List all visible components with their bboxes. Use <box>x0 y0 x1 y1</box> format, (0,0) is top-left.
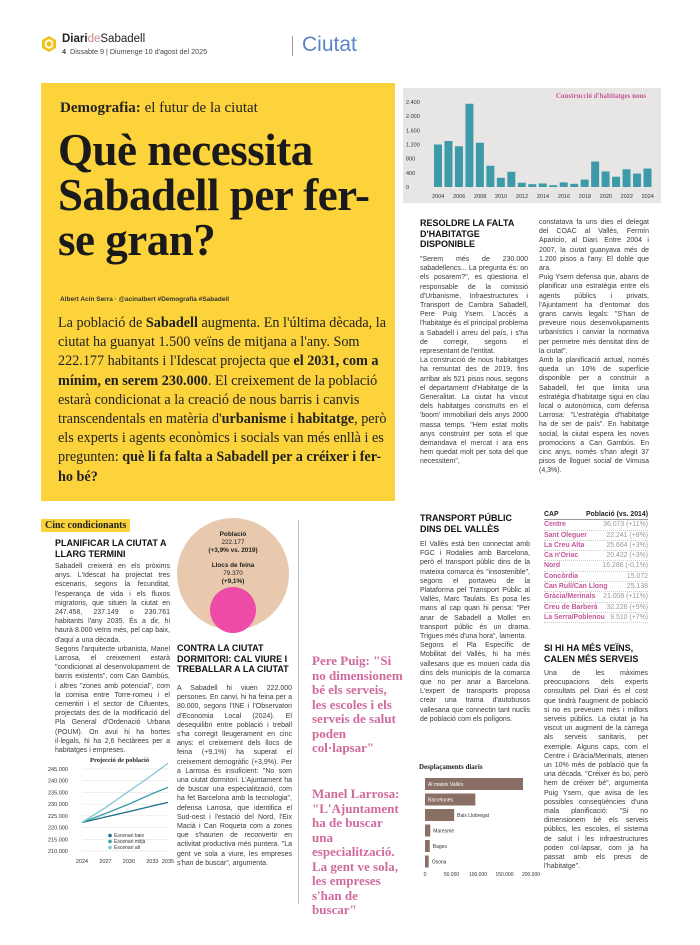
newspaper-logo-icon <box>42 36 56 52</box>
housing-bar <box>465 104 473 187</box>
housing-heading: RESOLDRE LA FALTA D'HABITATGE DISPONIBLE <box>420 218 514 249</box>
cap-name: Concòrdia <box>544 572 579 580</box>
housing-chart-title: Construcció d'habitatges nous <box>555 92 647 100</box>
y-tick-label: 225.000 <box>48 813 68 820</box>
x-tick-label: 2014 <box>536 194 550 200</box>
commute-bar-label: Maresme <box>433 828 455 835</box>
x-tick-label: 2024 <box>75 859 89 865</box>
x-tick-label: 200.000 <box>521 872 541 878</box>
commute-bar <box>425 840 430 852</box>
cap-header-col2: Població (vs. 2014) <box>585 511 648 518</box>
cap-population: 20.422 (+3%) <box>606 552 648 560</box>
cap-name: Sant Oleguer <box>544 531 587 539</box>
lead-paragraph <box>58 314 388 487</box>
y-tick-label: 220.000 <box>48 825 68 832</box>
y-tick-label: 245.000 <box>48 767 68 773</box>
housing-bar <box>612 177 620 187</box>
legend-swatch <box>108 840 112 844</box>
housing-bar <box>623 169 631 187</box>
cap-table-row <box>544 572 648 582</box>
x-tick-label: 2004 <box>432 194 445 200</box>
commute-bar-label: Al mateix Vallès <box>428 782 464 788</box>
housing-bar <box>455 146 463 187</box>
housing-bar <box>434 145 442 188</box>
commute-chart-svg <box>419 762 541 898</box>
y-tick-label: 2.000 <box>406 114 420 121</box>
transport-body: El Vallès està ben connectat amb FGC i Rodalies amb Barcelona, però el transport públic dins de la mateixa comarca és "insostenible", segons el portaveu de la Plataforma pel Transport Públic al Vallès, Marc Taulats. Es posa les mans al cap quan hi pensa: "Per anar de Sabadell a Mollet en transport públic és un drama. Trigues més d'una hora", lamenta. Segons el Pla Específic de Mobilitat del Vallès, hi ha més vallesans que es mouen cada dia dins dels municipis de la comarca que no per anar a Barcelona. L'expert de transports proposa crear una trama d'autobusos vallesana que connectin tant nuclis de població com els polígons. <box>420 541 530 723</box>
y-tick-label: 0 <box>406 185 410 191</box>
population-label: Població <box>219 531 247 538</box>
projection-chart-svg <box>48 755 175 867</box>
x-tick-label: 2006 <box>453 194 466 200</box>
cap-name: Ca n'Oriac <box>544 552 579 560</box>
legend-label: Escenari alt <box>114 845 141 851</box>
cap-table-body <box>544 520 648 623</box>
cap-table-row <box>544 561 648 571</box>
y-tick-label: 210.000 <box>48 849 68 855</box>
population-value: 222.177 <box>221 539 245 546</box>
jobs-label: Llocs de feina <box>211 562 255 569</box>
housing-bar <box>570 184 578 187</box>
y-tick-label: 400 <box>406 170 416 177</box>
masthead-dateline <box>62 47 207 56</box>
legend-swatch <box>108 834 112 838</box>
housing-body-2: constatava fa uns dies el delegat del COAC al Vallès, Fermín Aparicio, al Diari. Entre 2004 i 2007, la ciutat guanyava més de 1.200 pisos a l'any. El doble que ara. Puig Ysern defensa que, abans de planificar una estratègia entre els agents públics i privats, l'Ajuntament ha d'entomar dos grans canvis legals: "S'han de preveure nous desenvolupaments urbanístics i canviar la normativa per permetre més densitat dins de la ciutat". Amb la planificació actual, només queda un 10% de superfície disponible per a construir a Sabadell, fet que limita una estratègia d'habitatge sigui en clau local o autonòmica, com defensa Larrosa: "L'estratègia d'habitatge ha de ser de país". En habitatge social, la ciutat espera les noves promocions a Can Gambús. En cinc anys, només s'han afegit 37 pisos de lloguer social de Vimusa (4,3%). <box>539 219 649 475</box>
cap-population: 21.008 (+11%) <box>603 593 648 601</box>
cap-table <box>544 510 648 623</box>
jobs-change: (+9,1%) <box>221 578 245 585</box>
lead-bold: el 2031, com a mínim, en serem 230.000 <box>58 353 379 389</box>
y-tick-label: 800 <box>406 156 416 163</box>
brand-city: Sabadell <box>100 33 146 45</box>
feature-kicker <box>60 100 258 117</box>
y-tick-label: 215.000 <box>48 837 68 844</box>
lead-text: . El creixement de la població estarà condicionat a la creació de nous barris i canvis transcendentals en matèria d' <box>58 372 378 428</box>
housing-bar <box>602 171 610 187</box>
pull-quote-larrosa: Manel Larrosa: "L'Ajuntament ha de buscar una especialització. La gent ve sola, les empreses s'han de buscar" <box>312 786 400 917</box>
lead-text: augmenta. En l'última dècada, la ciutat ha guanyat 1.500 veïns de mitjana a l'any. Som 222.177 habitants i l'Idescat projecta que <box>58 315 387 370</box>
commute-bar-label: Barcelonès <box>428 797 454 804</box>
x-tick-label: 2010 <box>494 194 508 200</box>
housing-bar <box>560 182 568 187</box>
brand-de: de <box>87 33 101 45</box>
population-change: (+3,9% vs. 2019) <box>208 547 258 554</box>
kicker-bold: Demografia: <box>60 100 141 116</box>
commute-bar <box>425 825 430 837</box>
lead-bold: urbanisme <box>221 411 287 428</box>
housing-bar <box>476 143 484 187</box>
column-divider <box>298 520 299 904</box>
cap-table-row <box>544 541 648 551</box>
x-tick-label: 2035 <box>161 859 175 865</box>
projection-chart-title: Projecció de població <box>90 757 150 764</box>
x-tick-label: 2027 <box>99 859 112 865</box>
commute-bar <box>425 856 429 868</box>
cap-population: 9.510 (+7%) <box>610 613 648 621</box>
x-tick-label: 2008 <box>474 194 487 200</box>
cap-population: 16.286 (-0,1%) <box>602 562 648 570</box>
cap-name: La Serra/Poblenou <box>544 613 605 621</box>
cap-name: La Creu Alta <box>544 541 585 549</box>
masthead-divider <box>292 36 293 56</box>
cap-name: Nord <box>544 562 561 570</box>
lead-text: , però els experts i agents econòmics i socials van més enllà i es pregunten: <box>58 411 387 466</box>
housing-bar <box>528 184 536 187</box>
y-tick-label: 1.200 <box>406 142 420 149</box>
cap-header-col1: CAP <box>544 511 559 518</box>
x-tick-label: 2030 <box>122 859 136 865</box>
byline: Albert Acín Serra · @acinalbert #Demografia #Sabadell <box>60 296 230 303</box>
cap-table-row <box>544 613 648 623</box>
cap-name: Gràcia/Merinals <box>544 593 596 601</box>
housing-bar <box>591 162 599 188</box>
x-tick-label: 150.000 <box>495 872 514 878</box>
y-tick-label: 240.000 <box>48 778 68 785</box>
services-body: Una de les màximes preocupacions dels experts consultats pel Diari és el cost que tindrà l'augment de població si no es preveuen més i millors serveis públics. La ciutat ja ha viscut un augment de la càrrega als serveis sanitaris, per exemple. Alguns caps, com el Centre i Gràcia/Merinals, atenen un 10% més de població que fa una dècada. "Créixer és bo, però hem de créixer bé", argumenta Puig Ysern, que avisa de les possibles conseqüències d'una mala planificació: "Si no dimensionem bé els serveis públics, les escoles, el sistema de salut i les infraestructures poden col·lapsar, com ja ha passat amb els preus de l'habitatge". <box>544 670 648 871</box>
commute-bar-label: Osona <box>431 859 447 866</box>
services-heading: SI HI HA MÉS VEÏNS, CALEN MÉS SERVEIS <box>544 643 639 664</box>
y-tick-label: 235.000 <box>48 790 68 797</box>
cap-name: Centre <box>544 521 566 529</box>
lead-text: i <box>286 411 298 428</box>
lead-bold: habitatge <box>297 411 355 428</box>
x-tick-label: 2033 <box>146 859 159 865</box>
projection-chart <box>48 755 175 865</box>
commute-bar-label: Bages <box>432 844 447 850</box>
legend-swatch <box>108 846 112 850</box>
y-tick-label: 1.600 <box>406 128 420 135</box>
cap-table-row <box>544 582 648 592</box>
jobs-value: 79.370 <box>223 570 243 577</box>
x-tick-label: 2020 <box>599 194 612 200</box>
dormitory-heading: CONTRA LA CIUTAT DORMITORI: CAL VIURE I TREBALLAR A LA CIUTAT <box>177 643 289 674</box>
housing-bar <box>507 172 515 187</box>
lead-bold: Sabadell <box>145 315 198 331</box>
cap-population: 22.241 (+8%) <box>606 531 648 539</box>
planning-heading: PLANIFICAR LA CIUTAT A LLARG TERMINI <box>55 538 167 559</box>
x-tick-label: 50.000 <box>443 872 460 878</box>
x-tick-label: 2024 <box>641 194 654 200</box>
cap-population: 25.664 (+3%) <box>606 541 648 549</box>
lead-bold: què li fa falta a Sabadell per a créixer i fer-ho bé? <box>58 449 382 485</box>
housing-bar <box>539 183 547 187</box>
x-tick-label: 0 <box>423 872 427 878</box>
cap-population: 25.138 <box>626 583 648 591</box>
housing-bar <box>644 169 652 187</box>
housing-bar <box>581 180 589 187</box>
commute-chart <box>419 762 541 898</box>
housing-body-1: "Serem més de 230.000 sabadellencs... La pregunta és: on els posarem?", es qüestiona el responsable de la comissió d'Urbanisme, Infraestructures i Transport de Cambra Sabadell, Pere Puig Ysern. L'accés a l'habitatge és el principal problema a Sabadell i arreu del país, i s'ha de corregir, segons el representant de l'entitat. La construcció de nous habitatges ha remuntat des de 2019, fins arribar als 521 pisos nous, segons el departament d'Habitatge de la Generalitat. La ciutat ha viscut dels habitatges construïts en el 'boom' immobiliari dels anys 2000 massa temps. "Hem estat molts anys construint per sota el que demandava el mercat i ara ens hem quedat molt per sota del que necessitem", <box>420 256 528 466</box>
cap-population: 15.072 <box>626 572 648 580</box>
x-tick-label: 2012 <box>515 194 529 200</box>
planning-body: Sabadell creixerà en els pròxims anys. L'Idescat ha projectat tres escenaris, segons la fecunditat, l'esperança de vida i els fluxos migratoris, que situen la ciutat en 247.458, 237.149 o 230.761 habitants l'any 2035. És a dir, hi haurà 8.000 veïns més, pel cap baix, d'aquí a una dècada. Segons l'arquitecte urbanista, Manel Larrosa, el creixement estarà "condicionat al desenvolupament de barris existents", com Can Gambús, i altres "zones amb potencial", com la cornisa entre Torre-romeu i el cementiri i el sector de Cifuentes, projectats des de la modificació del Pla General d'Ordenació Urbana (POUM). On avui hi ha hortes il·legals, hi ha 2,6 hectàrees per a habitatges i empreses. <box>55 563 170 755</box>
pull-quote-puig: Pere Puig: "Si no dimensionem bé els serveis, les escoles i els serveis de salut poden col·lapsar" <box>312 653 403 755</box>
cap-name: Can Rull/Can Llong <box>544 583 608 591</box>
dormitory-body: A Sabadell hi viuen 222.000 persones. En canvi, hi ha feina per a 80.000, segons l'INE i l'Observatori d'Economia Local (2024). El desequilibri entre població i treball s'ha corregit lleugerament en cinc anys: el creixement dels llocs de feina (+9,1%) ha superat el creixement demogràfic (+3,9%). Per a Larrosa és insuficient: "No som una ciutat dormitori. L'Ajuntament ha de buscar una especialització, com ha fet Barcelona amb la tecnologia", defensa Larrosa, que identifica el Sud-oest i l'estació del Nord, l'Eix Macià i Can Roqueta com a zones que s'haurien de reconvertir en activitat productiva més puntera. "La gent ve sola a viure, les empreses s'han de buscar", argumenta. <box>177 685 292 867</box>
cap-table-row <box>544 520 648 530</box>
legend-label: Escenari mitjà <box>114 839 146 845</box>
housing-chart <box>403 88 661 203</box>
population-label-block <box>177 531 289 555</box>
cap-table-header <box>544 510 648 520</box>
section-title: Ciutat <box>302 33 357 56</box>
housing-chart-svg <box>403 88 661 203</box>
x-tick-label: 2018 <box>578 194 592 200</box>
brand-main: Diari <box>62 33 88 45</box>
housing-bar <box>633 174 641 187</box>
jobs-circle <box>210 587 256 633</box>
page-number: 4 <box>62 47 66 56</box>
section-pill: Cinc condicionants <box>41 519 130 532</box>
y-tick-label: 230.000 <box>48 802 68 809</box>
housing-bar <box>549 185 557 187</box>
commute-bar <box>425 809 454 821</box>
x-tick-label: 2022 <box>620 194 633 200</box>
cap-table-row <box>544 551 648 561</box>
transport-heading: TRANSPORT PÚBLIC DINS DEL VALLÈS <box>420 513 512 534</box>
housing-bar <box>444 141 452 187</box>
x-tick-label: 100.000 <box>468 872 488 878</box>
x-tick-label: 2016 <box>557 194 571 200</box>
housing-bar <box>486 166 494 187</box>
issue-date: Dissabte 9 | Diumenge 10 d'agost del 2025 <box>70 47 208 56</box>
cap-table-row <box>544 603 648 613</box>
lead-text: La població de <box>58 315 146 331</box>
housing-bar <box>497 178 505 187</box>
masthead-title <box>62 33 145 45</box>
headline: Què necessita Sabadell per fer-se gran? <box>58 125 370 265</box>
housing-bar <box>518 183 526 187</box>
cap-name: Creu de Barberà <box>544 603 598 611</box>
cap-population: 36.073 (+11%) <box>603 521 648 529</box>
kicker-rest: el futur de la ciutat <box>140 100 258 116</box>
cap-population: 32.226 (+5%) <box>606 603 648 611</box>
cap-table-row <box>544 531 648 541</box>
cap-table-row <box>544 592 648 602</box>
jobs-label-block <box>177 562 289 586</box>
commute-chart-title: Desplaçaments diaris <box>419 763 483 771</box>
y-tick-label: 2.400 <box>406 100 420 106</box>
legend-label: Escenari baix <box>114 833 145 839</box>
commute-bar-label: Baix Llobregat <box>457 813 490 819</box>
